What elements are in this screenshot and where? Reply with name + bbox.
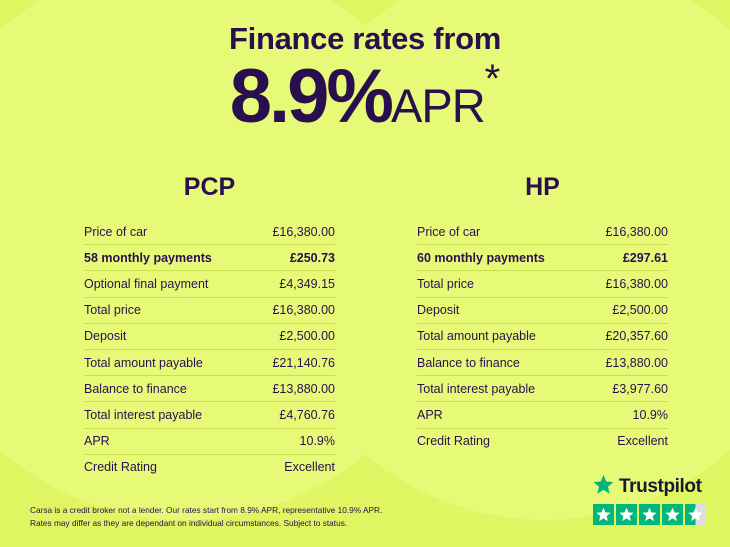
disclaimer-line-1: Carsa is a credit broker not a lender. Our rates start from 8.9% APR, representative 10.9% APR. bbox=[30, 505, 383, 516]
pcp-table bbox=[0, 173, 365, 480]
star-icon bbox=[593, 504, 614, 525]
row-label: Credit Rating bbox=[417, 434, 490, 449]
table-row bbox=[84, 350, 335, 376]
table-row bbox=[84, 271, 335, 297]
row-label: APR bbox=[417, 407, 443, 422]
row-label: Total interest payable bbox=[84, 407, 203, 422]
table-row bbox=[417, 219, 668, 245]
row-value: £3,977.60 bbox=[612, 381, 668, 396]
hp-title: HP bbox=[525, 173, 560, 201]
table-row bbox=[84, 324, 335, 350]
rate-asterisk: * bbox=[484, 57, 501, 101]
row-label: Credit Rating bbox=[84, 460, 157, 475]
table-row bbox=[84, 298, 335, 324]
hp-table bbox=[365, 173, 730, 480]
row-label: Total amount payable bbox=[417, 329, 536, 344]
row-value: £21,140.76 bbox=[272, 355, 335, 370]
table-row bbox=[84, 455, 335, 480]
trustpilot-name: Trustpilot bbox=[619, 476, 702, 497]
table-row bbox=[417, 376, 668, 402]
rate-display bbox=[0, 54, 730, 139]
table-row bbox=[417, 402, 668, 428]
disclaimer bbox=[30, 504, 382, 530]
headline: Finance rates from bbox=[229, 21, 501, 56]
row-label: Total interest payable bbox=[417, 381, 536, 396]
table-row bbox=[84, 376, 335, 402]
row-value: £4,349.15 bbox=[279, 276, 335, 291]
row-value: £16,380.00 bbox=[605, 224, 668, 239]
row-label: Balance to finance bbox=[84, 381, 187, 396]
star-icon bbox=[616, 504, 637, 525]
table-row bbox=[417, 271, 668, 297]
row-label: 58 monthly payments bbox=[84, 250, 212, 265]
row-label: Deposit bbox=[84, 329, 127, 344]
table-row bbox=[84, 402, 335, 428]
table-row bbox=[417, 324, 668, 350]
row-label: Deposit bbox=[417, 303, 460, 318]
star-half-icon bbox=[685, 504, 706, 525]
row-value: £16,380.00 bbox=[272, 224, 335, 239]
row-value: £16,380.00 bbox=[272, 303, 335, 318]
rate-unit: APR bbox=[391, 79, 485, 132]
row-value: £297.61 bbox=[622, 250, 668, 265]
table-row bbox=[417, 245, 668, 271]
pcp-title: PCP bbox=[183, 173, 236, 201]
row-value: £4,760.76 bbox=[279, 407, 335, 422]
table-row bbox=[84, 219, 335, 245]
table-row bbox=[84, 245, 335, 271]
row-label: Total amount payable bbox=[84, 355, 203, 370]
table-row bbox=[417, 298, 668, 324]
table-row bbox=[417, 350, 668, 376]
row-value: £16,380.00 bbox=[605, 276, 668, 291]
row-value: £13,880.00 bbox=[272, 381, 335, 396]
row-value: 10.9% bbox=[299, 434, 335, 449]
row-value: 10.9% bbox=[632, 407, 668, 422]
row-label: Price of car bbox=[84, 224, 148, 239]
row-value: Excellent bbox=[617, 434, 668, 449]
trustpilot-stars bbox=[593, 504, 706, 525]
row-label: Price of car bbox=[417, 224, 481, 239]
row-value: £20,357.60 bbox=[605, 329, 668, 344]
finance-tables bbox=[0, 173, 730, 480]
star-icon bbox=[639, 504, 660, 525]
trustpilot-logo bbox=[593, 474, 706, 500]
table-row bbox=[417, 429, 668, 454]
row-label: Balance to finance bbox=[417, 355, 520, 370]
trustpilot-rating bbox=[593, 474, 706, 525]
row-value: Excellent bbox=[284, 460, 335, 475]
rate-value: 8.9% bbox=[229, 54, 391, 139]
trustpilot-star-icon bbox=[593, 474, 614, 500]
row-label: Total price bbox=[417, 276, 474, 291]
row-label: 60 monthly payments bbox=[417, 250, 545, 265]
disclaimer-line-2: Rates may differ as they are dependant on individual circumstances. Subject to status. bbox=[30, 518, 348, 529]
row-value: £2,500.00 bbox=[279, 329, 335, 344]
table-row bbox=[84, 429, 335, 455]
star-icon bbox=[662, 504, 683, 525]
row-label: Total price bbox=[84, 303, 141, 318]
row-value: £250.73 bbox=[289, 250, 335, 265]
row-value: £2,500.00 bbox=[612, 303, 668, 318]
row-label: Optional final payment bbox=[84, 276, 209, 291]
row-value: £13,880.00 bbox=[605, 355, 668, 370]
row-label: APR bbox=[84, 434, 110, 449]
